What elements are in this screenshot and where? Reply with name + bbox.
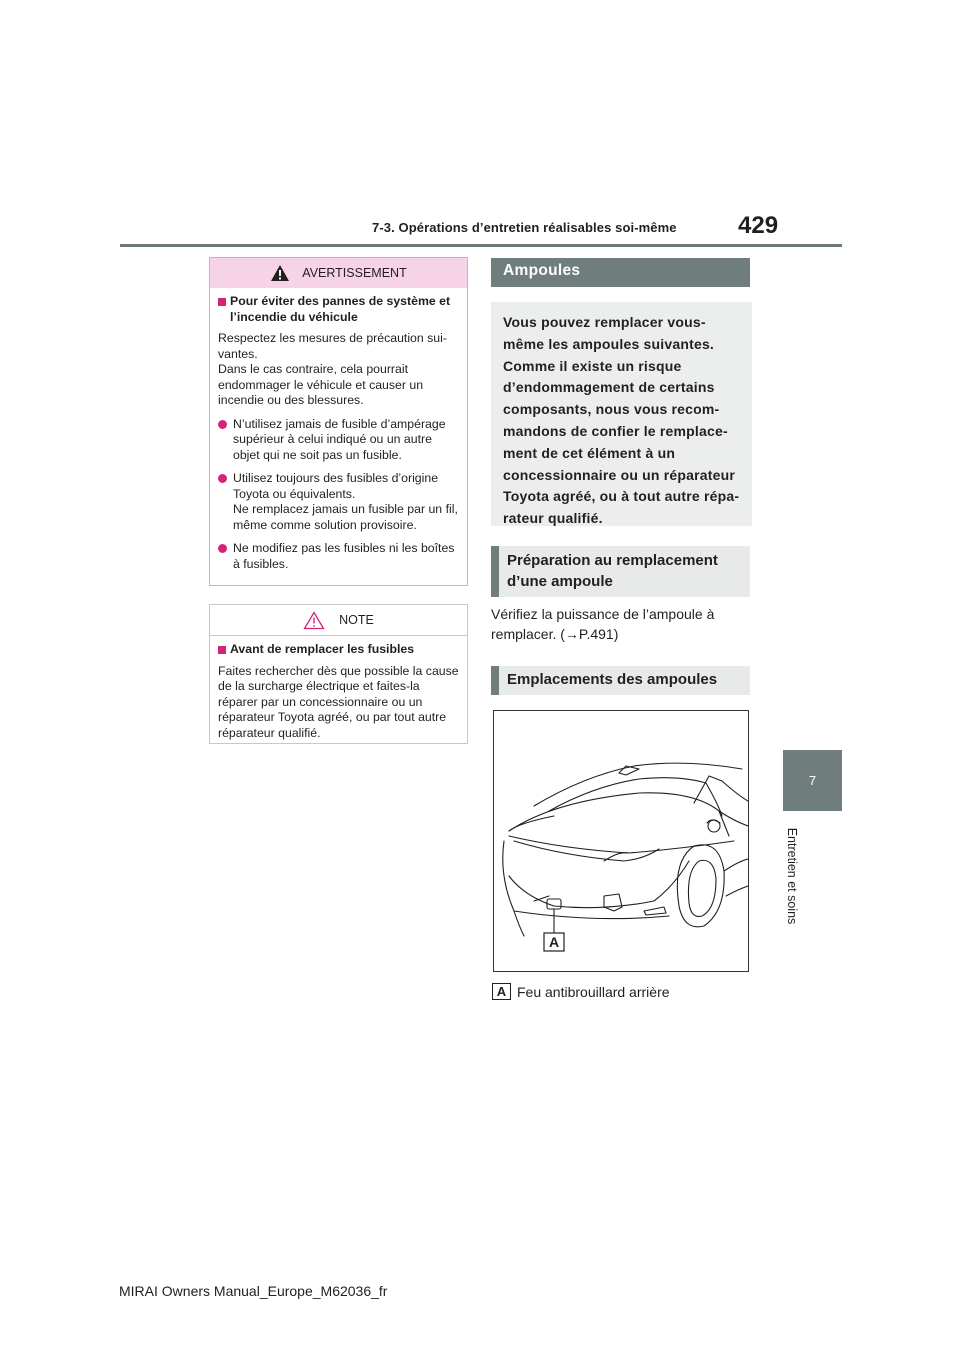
warning-bullet <box>218 471 459 533</box>
note-heading-text: Avant de remplacer les fusibles <box>230 642 415 656</box>
note-title: NOTE <box>339 613 374 627</box>
warning-triangle-icon <box>270 264 290 282</box>
ampoules-heading: Ampoules <box>491 258 750 287</box>
note-header <box>210 605 467 636</box>
chapter-label <box>780 816 804 936</box>
warning-title: AVERTISSEMENT <box>302 266 407 280</box>
chapter-label-text: Entretien et soins <box>785 827 799 925</box>
emplacements-heading: Emplacements des ampoules <box>491 666 750 695</box>
warning-bullet <box>218 417 459 464</box>
warning-bullet-text: N’utilisez jamais de fusible d’ampérage supérieur à celui indiqué ou un autre objet qui ne soit pas un fusible. <box>233 416 446 462</box>
note-heading <box>218 642 459 658</box>
bullet-dot-icon <box>218 544 227 553</box>
chapter-tab <box>783 750 842 811</box>
bullet-dot-icon <box>218 474 227 483</box>
warning-heading <box>218 294 459 325</box>
warning-bullet-text: Ne modifiez pas les fusibles ni les boîtes à fusibles. <box>233 541 455 571</box>
preparation-heading: Préparation au remplacement d’une ampoule <box>491 546 750 597</box>
preparation-text: Vérifiez la puissance de l’ampoule à remplacer. (→P.491) <box>491 606 715 642</box>
warning-box <box>209 257 468 586</box>
header-rule <box>120 244 842 247</box>
caution-triangle-icon <box>303 611 325 630</box>
bullet-dot-icon <box>218 420 227 429</box>
footer-text: MIRAI Owners Manual_Europe_M62036_fr <box>119 1283 388 1299</box>
warning-bullet <box>218 541 459 572</box>
warning-bullet-text: Utilisez toujours des fusibles d’origine Toyota ou équivalents. Ne remplacez jamais un fusible par un fil, même comme solution provisoire. <box>233 471 458 532</box>
caption-text: Feu antibrouillard arrière <box>517 983 670 1000</box>
callout-label: A <box>548 934 560 950</box>
warning-paragraph: Respectez les mesures de précaution sui-vantes. Dans le cas contraire, cela pourrait endommager le véhicule et causer un incendie ou des blessures. <box>218 331 447 407</box>
section-title: 7-3. Opérations d’entretien réalisables soi-même <box>372 220 677 235</box>
square-bullet-icon <box>218 646 226 654</box>
ampoules-intro: Vous pouvez remplacer vous-même les ampoules suivantes. Comme il existe un risque d’endommagement de certains composants, nous vous recom-mandons de confier le remplace-ment de cet élément à un concessionnaire ou un réparateur Toyota agréé, ou à tout autre répa-rateur qualifié. <box>491 302 752 526</box>
warning-heading-text: Pour éviter des pannes de système et l’incendie du véhicule <box>230 294 451 324</box>
caption-label-box: A <box>492 983 511 1000</box>
car-rear-illustration <box>493 710 749 972</box>
figure-caption <box>492 983 670 1000</box>
chapter-number: 7 <box>808 773 817 788</box>
car-rear-drawing <box>494 711 748 971</box>
page-number: 429 <box>738 212 779 239</box>
note-box <box>209 604 468 744</box>
square-bullet-icon <box>218 298 226 306</box>
warning-header <box>210 258 467 288</box>
note-paragraph: Faites rechercher dès que possible la cause de la surcharge électrique et faites-la réparer par un concessionnaire ou un réparateur Toyota agréé, ou par tout autre réparateur qualifié. <box>218 663 459 740</box>
